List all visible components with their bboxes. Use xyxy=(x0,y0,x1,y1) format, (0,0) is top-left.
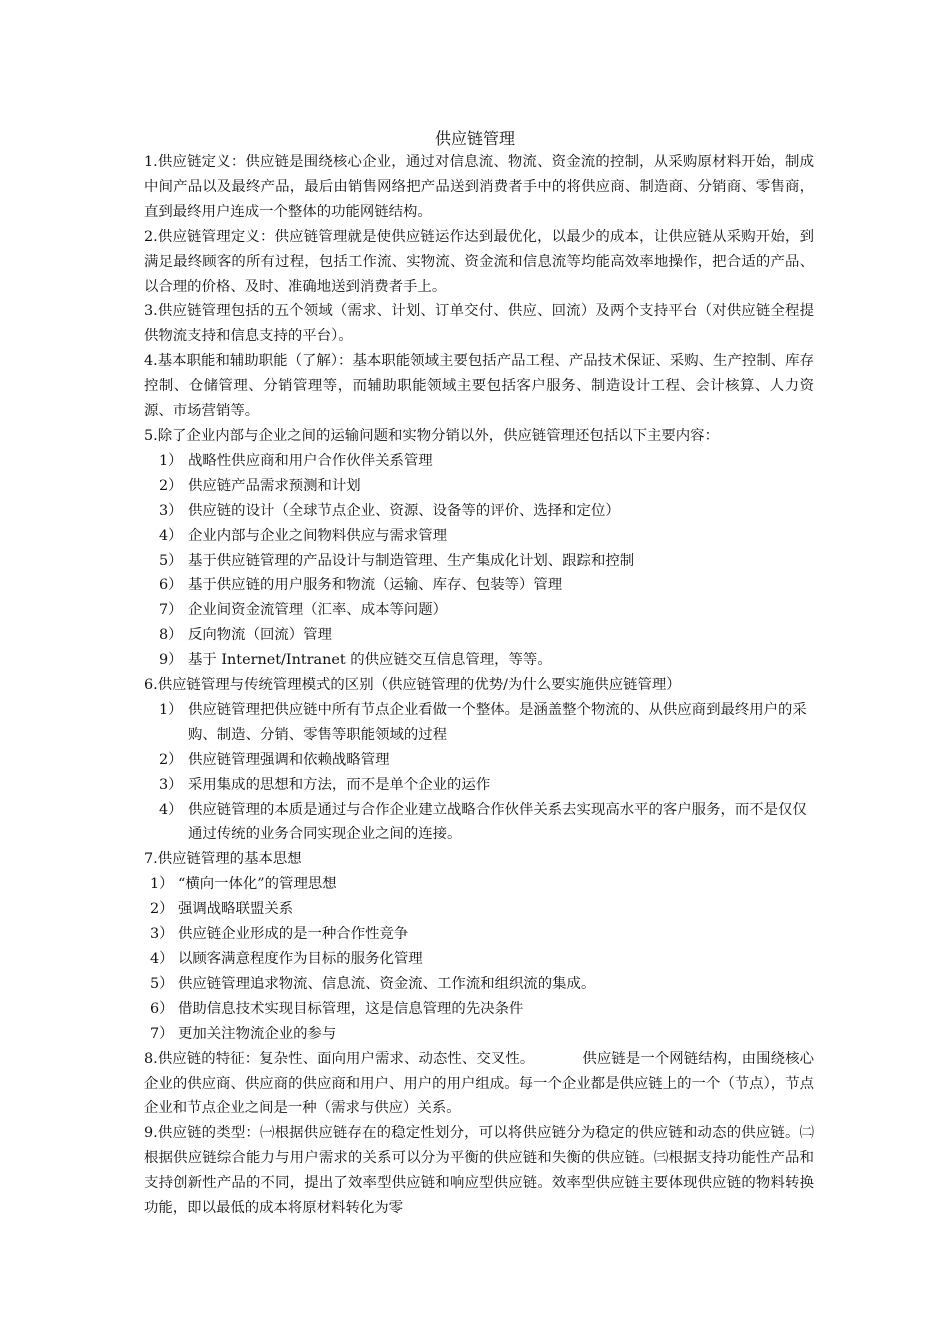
paragraph-7: 7.供应链管理的基本思想 xyxy=(144,851,302,868)
list-item-number: 3） xyxy=(159,776,183,793)
list-item xyxy=(144,872,814,897)
list-item xyxy=(144,698,814,748)
list-item-number: 7） xyxy=(159,602,183,619)
list-item-text: 企业内部与企业之间物料供应与需求管理 xyxy=(188,527,448,544)
list-item xyxy=(144,573,814,598)
paragraph-8 xyxy=(144,1047,814,1122)
list-item-number: 4） xyxy=(150,951,174,967)
list-item-text: 供应链管理强调和依赖战略管理 xyxy=(188,751,390,768)
list-item xyxy=(144,474,814,499)
list-item-text: 强调战略联盟关系 xyxy=(178,901,294,918)
list-item-text: “横向一体化”的管理思想 xyxy=(178,876,337,893)
document-body xyxy=(144,150,814,1221)
paragraph-8-body: 供应链是一个网链结构，由围绕核心企业的供应商、供应商的供应商和用户、用户的用户组成。每一个企业都是供应链上的一个（节点），节点企业和节点企业之间是一种（需求与供应）关系。 xyxy=(144,1050,814,1117)
list-item xyxy=(144,748,814,773)
list-item-text: 基于供应链管理的产品设计与制造管理、生产集成化计划、跟踪和控制 xyxy=(188,552,635,569)
list-7 xyxy=(144,872,814,1046)
list-6 xyxy=(144,698,814,847)
paragraph-2: 2.供应链管理定义：供应链管理就是使供应链运作达到最优化，以最少的成本，让供应链从采购开始，到满足最终顾客的所有过程，包括工作流、实物流、资金流和信息流等均能高效率地操作，把合适的产品、以合理的价格、及时、准确地送到消费者手上。 xyxy=(144,228,814,295)
list-item-number: 4） xyxy=(159,527,183,544)
list-item xyxy=(144,997,814,1022)
list-item-number: 1） xyxy=(159,452,183,469)
list-item xyxy=(144,549,814,574)
paragraph-4: 4.基本职能和辅助职能（了解）：基本职能领域主要包括产品工程、产品技术保证、采购、生产控制、库存控制、仓储管理、分销管理等，而辅助职能领域主要包括客户服务、制造设计工程、会计核算、人力资源、市场营销等。 xyxy=(144,353,814,420)
list-item-number: 2） xyxy=(159,751,183,768)
list-item xyxy=(144,524,814,549)
list-item-text: 以顾客满意程度作为目标的服务化管理 xyxy=(178,951,423,967)
list-item-text: 供应链企业形成的是一种合作性竞争 xyxy=(178,926,409,943)
list-item-number: 8） xyxy=(159,627,183,644)
list-item-number: 5） xyxy=(159,552,183,569)
list-item-text: 供应链管理的本质是通过与合作企业建立战略合作伙伴关系去实现高水平的客户服务，而不是仅仅通过传统的业务合同实现企业之间的连接。 xyxy=(188,801,807,843)
list-item-text: 借助信息技术实现目标管理，这是信息管理的先决条件 xyxy=(178,1000,524,1017)
list-5 xyxy=(144,449,814,673)
list-item-number: 7） xyxy=(150,1025,174,1042)
paragraph-5: 5.除了企业内部与企业之间的运输问题和实物分销以外，供应链管理还包括以下主要内容： xyxy=(144,427,719,444)
list-item-text: 基于供应链的用户服务和物流（运输、库存、包装等）管理 xyxy=(188,577,563,594)
list-item-text: 更加关注物流企业的参与 xyxy=(178,1025,337,1042)
list-item-text: 反向物流（回流）管理 xyxy=(188,627,332,644)
document-title: 供应链管理 xyxy=(434,129,515,148)
list-item-text: 供应链管理追求物流、信息流、资金流、工作流和组织流的集成。 xyxy=(178,975,596,992)
list-item xyxy=(144,449,814,474)
list-item xyxy=(144,648,814,673)
list-item xyxy=(144,798,814,848)
list-item xyxy=(144,1022,814,1047)
list-item-number: 6） xyxy=(150,1000,174,1017)
list-item xyxy=(144,922,814,947)
list-item-text: 采用集成的思想和方法，而不是单个企业的运作 xyxy=(188,776,491,793)
paragraph-9: 9.供应链的类型：㈠根据供应链存在的稳定性划分，可以将供应链分为稳定的供应链和动态的供应链。㈡根据供应链综合能力与用户需求的关系可以分为平衡的供应链和失衡的供应链。㈢根据支持功能性产品和支持创新性产品的不同，提出了效率型供应链和响应型供应链。效率型供应链主要体现供应链的物料转换功能，即以最低的成本将原材料转化为零 xyxy=(144,1125,814,1217)
list-item-number: 2） xyxy=(150,901,174,918)
list-item xyxy=(144,598,814,623)
list-item-number: 3） xyxy=(150,926,174,943)
list-item xyxy=(144,972,814,997)
list-item-text: 基于 Internet/Intranet 的供应链交互信息管理，等等。 xyxy=(188,652,552,669)
paragraph-6: 6.供应链管理与传统管理模式的区别（供应链管理的优势/为什么要实施供应链管理） xyxy=(144,677,681,694)
list-item-number: 9） xyxy=(159,652,183,669)
list-item-text: 战略性供应商和用户合作伙伴关系管理 xyxy=(188,452,433,469)
paragraph-8-lead: 8.供应链的特征：复杂性、面向用户需求、动态性、交叉性。 xyxy=(144,1050,535,1067)
list-item-text: 供应链管理把供应链中所有节点企业看做一个整体。是涵盖整个物流的、从供应商到最终用户的采购、制造、分销、零售等职能领域的过程 xyxy=(188,701,807,743)
list-item-number: 3） xyxy=(159,502,183,519)
list-item-text: 企业间资金流管理（汇率、成本等问题） xyxy=(188,602,448,619)
list-item xyxy=(144,623,814,648)
list-item-number: 6） xyxy=(159,577,183,594)
list-item-number: 2） xyxy=(159,477,183,494)
list-item-number: 1） xyxy=(159,701,183,718)
list-item-text: 供应链产品需求预测和计划 xyxy=(188,477,361,494)
list-item xyxy=(144,773,814,798)
list-item-number: 4） xyxy=(159,801,183,818)
list-item-number: 5） xyxy=(150,975,174,992)
list-item xyxy=(144,897,814,922)
list-item-number: 1） xyxy=(150,876,174,893)
list-item xyxy=(144,499,814,524)
paragraph-3: 3.供应链管理包括的五个领域（需求、计划、订单交付、供应、回流）及两个支持平台（对供应链全程提供物流支持和信息支持的平台）。 xyxy=(144,303,814,345)
list-item-text: 供应链的设计（全球节点企业、资源、设备等的评价、选择和定位） xyxy=(188,502,620,519)
paragraph-1: 1.供应链定义：供应链是围绕核心企业，通过对信息流、物流、资金流的控制，从采购原材料开始，制成中间产品以及最终产品，最后由销售网络把产品送到消费者手中的将供应商、制造商、分销商、零售商，直到最终用户连成一个整体的功能网链结构。 xyxy=(144,154,814,220)
list-item xyxy=(144,947,814,972)
